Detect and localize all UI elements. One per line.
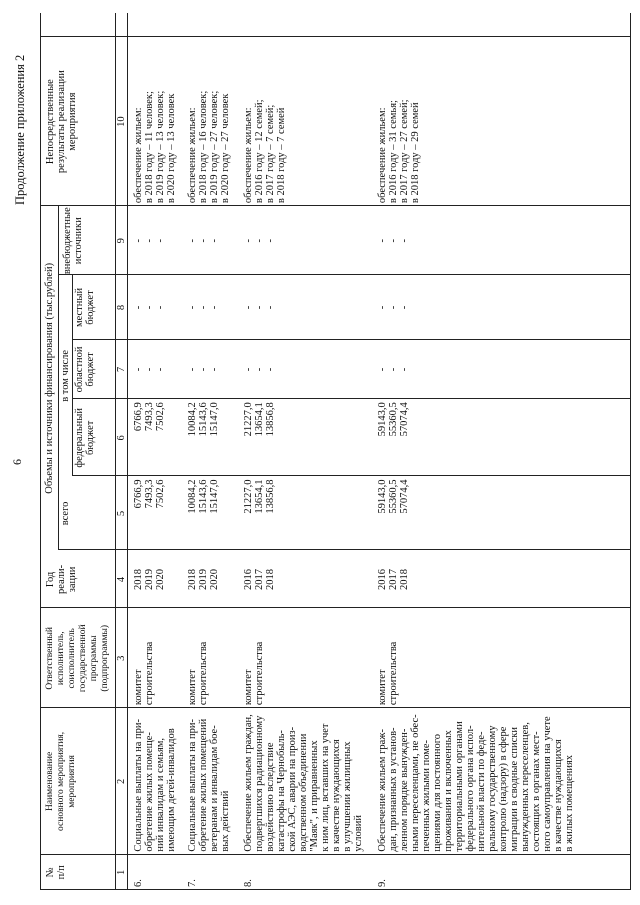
appendix-title: Продолжение приложения 2 (13, 54, 27, 205)
header-total: всего (60, 501, 71, 526)
column-number-5: 5 (116, 510, 127, 517)
row-2-offbudget: - - - (187, 238, 220, 243)
header-regional: областной бюджет (74, 346, 96, 393)
row-3-results: обеспечение жильем: в 2016 году – 12 семей; в 2017 году – 7 семей; в 2018 году – 7 семей (243, 99, 287, 204)
row-2-num: 7. (187, 879, 198, 887)
row-4-name: Обеспечение жильем граж- дан, признанных в установ- ленном порядке вынужден- ными переселенцами, не обес- печенных жилыми поме- щениями для постоянного проживания и включенных территориальными органами федерального органа испол- нительной власти по феде- ральному государственному контролю (надзору) в сфере миграции в сводные списки вынужденных переселенцев, состоящих в органах мест- ного самоуправления на учете в качестве нуждающихся в жилых помещениях (377, 714, 575, 852)
row-2-name: Социальные выплаты на при- обретение жилых помещений ветеранам и инвалидам бое- вых действий (187, 718, 231, 852)
row-1-num: 6. (133, 879, 144, 887)
column-number-7: 7 (116, 366, 127, 373)
row-4-year: 2016 2017 2018 (377, 568, 410, 590)
row-1-federal: 6766,9 7493,3 7502,6 (133, 402, 166, 432)
row-4-regional: - - - (377, 367, 410, 372)
row-1-name: Социальные выплаты на при- обретение жилых помеще- ний инвалидам и семьям, имеющим детей-инвалидов (133, 718, 177, 852)
header-local: местный бюджет (74, 287, 96, 328)
row-4-executor: комитет строительства (377, 641, 399, 706)
row-3-name: Обеспечение жильем граждан, подвергшихся радиационному воздействию вследствие катастрофы на Чернобыль- ской АЭС, аварии на произ- водственном объединении "Маяк", и приравненных к ним лиц, вставших на учет в качестве нуждающихся в улучшении жилищных условий (243, 714, 364, 852)
column-number-10: 10 (116, 116, 127, 127)
row-1-total: 6766,9 7493,3 7502,6 (133, 479, 166, 509)
row-4-offbudget: - - - (377, 238, 410, 243)
column-number-3: 3 (116, 655, 127, 661)
column-number-4: 4 (116, 576, 127, 583)
header-num: № п/п (45, 865, 67, 880)
row-4-num: 9. (377, 879, 388, 887)
header-federal: федеральный бюджет (74, 408, 96, 468)
row-3-total: 21227,0 13654,1 13856,8 (243, 479, 276, 514)
column-number-9: 9 (116, 238, 127, 244)
column-number-8: 8 (116, 304, 127, 311)
row-4-results: обеспечение жильем: в 2016 году – 31 семья; в 2017 году – 27 семей; в 2018 году – 29 семей (377, 99, 421, 204)
row-3-num: 8. (243, 879, 254, 887)
row-4-local: - - - (377, 305, 410, 310)
header-executor: Ответственный исполнитель, соисполнитель государственной программы (подпрограммы) (45, 624, 110, 693)
header-name: Наименование основного мероприятия, мероприятия (45, 731, 77, 831)
row-2-results: обеспечение жильем: в 2018 году – 16 человек; в 2019 году – 27 человек; в 2020 году – 27 человек (187, 90, 231, 204)
header-year: Год реали- зации (45, 564, 78, 595)
row-1-offbudget: - - - (133, 238, 166, 243)
row-4-total: 59143,0 55360,5 57074,4 (377, 479, 410, 514)
row-1-executor: комитет строительства (133, 641, 155, 706)
row-1-regional: - - - (133, 367, 166, 372)
row-2-total: 10084,2 15143,6 15147,0 (187, 479, 220, 514)
column-number-6: 6 (116, 435, 127, 441)
row-3-executor: комитет строительства (243, 641, 265, 706)
header-offbudget: внебюджетные источники (62, 207, 84, 275)
row-3-offbudget: - - - (243, 238, 276, 243)
row-2-local: - - - (187, 305, 220, 310)
row-3-local: - - - (243, 305, 276, 310)
row-2-federal: 10084,2 15143,6 15147,0 (187, 402, 220, 437)
row-1-results: обеспечение жильем: в 2018 году – 11 человек; в 2019 году – 13 человек; в 2020 году – 13 человек (133, 90, 177, 204)
page-number: 6 (10, 459, 24, 465)
header-funding: Объемы и источники финансирования (тыс.рублей) (44, 262, 55, 494)
row-2-executor: комитет строительства (187, 641, 209, 706)
row-2-year: 2018 2019 2020 (187, 568, 220, 590)
column-number-1: 1 (116, 869, 127, 875)
column-number-2: 2 (116, 778, 127, 785)
header-results: Непосредственные результаты реализации мероприятия (45, 70, 78, 174)
header-incl: в том числе (60, 349, 71, 402)
row-3-regional: - - - (243, 367, 276, 372)
row-2-regional: - - - (187, 367, 220, 372)
row-3-federal: 21227,0 13654,1 13856,8 (243, 402, 276, 437)
row-1-local: - - - (133, 305, 166, 310)
row-3-year: 2016 2017 2018 (243, 568, 276, 590)
row-4-federal: 59143,0 55360,5 57074,4 (377, 402, 410, 437)
row-1-year: 2018 2019 2020 (133, 568, 166, 590)
